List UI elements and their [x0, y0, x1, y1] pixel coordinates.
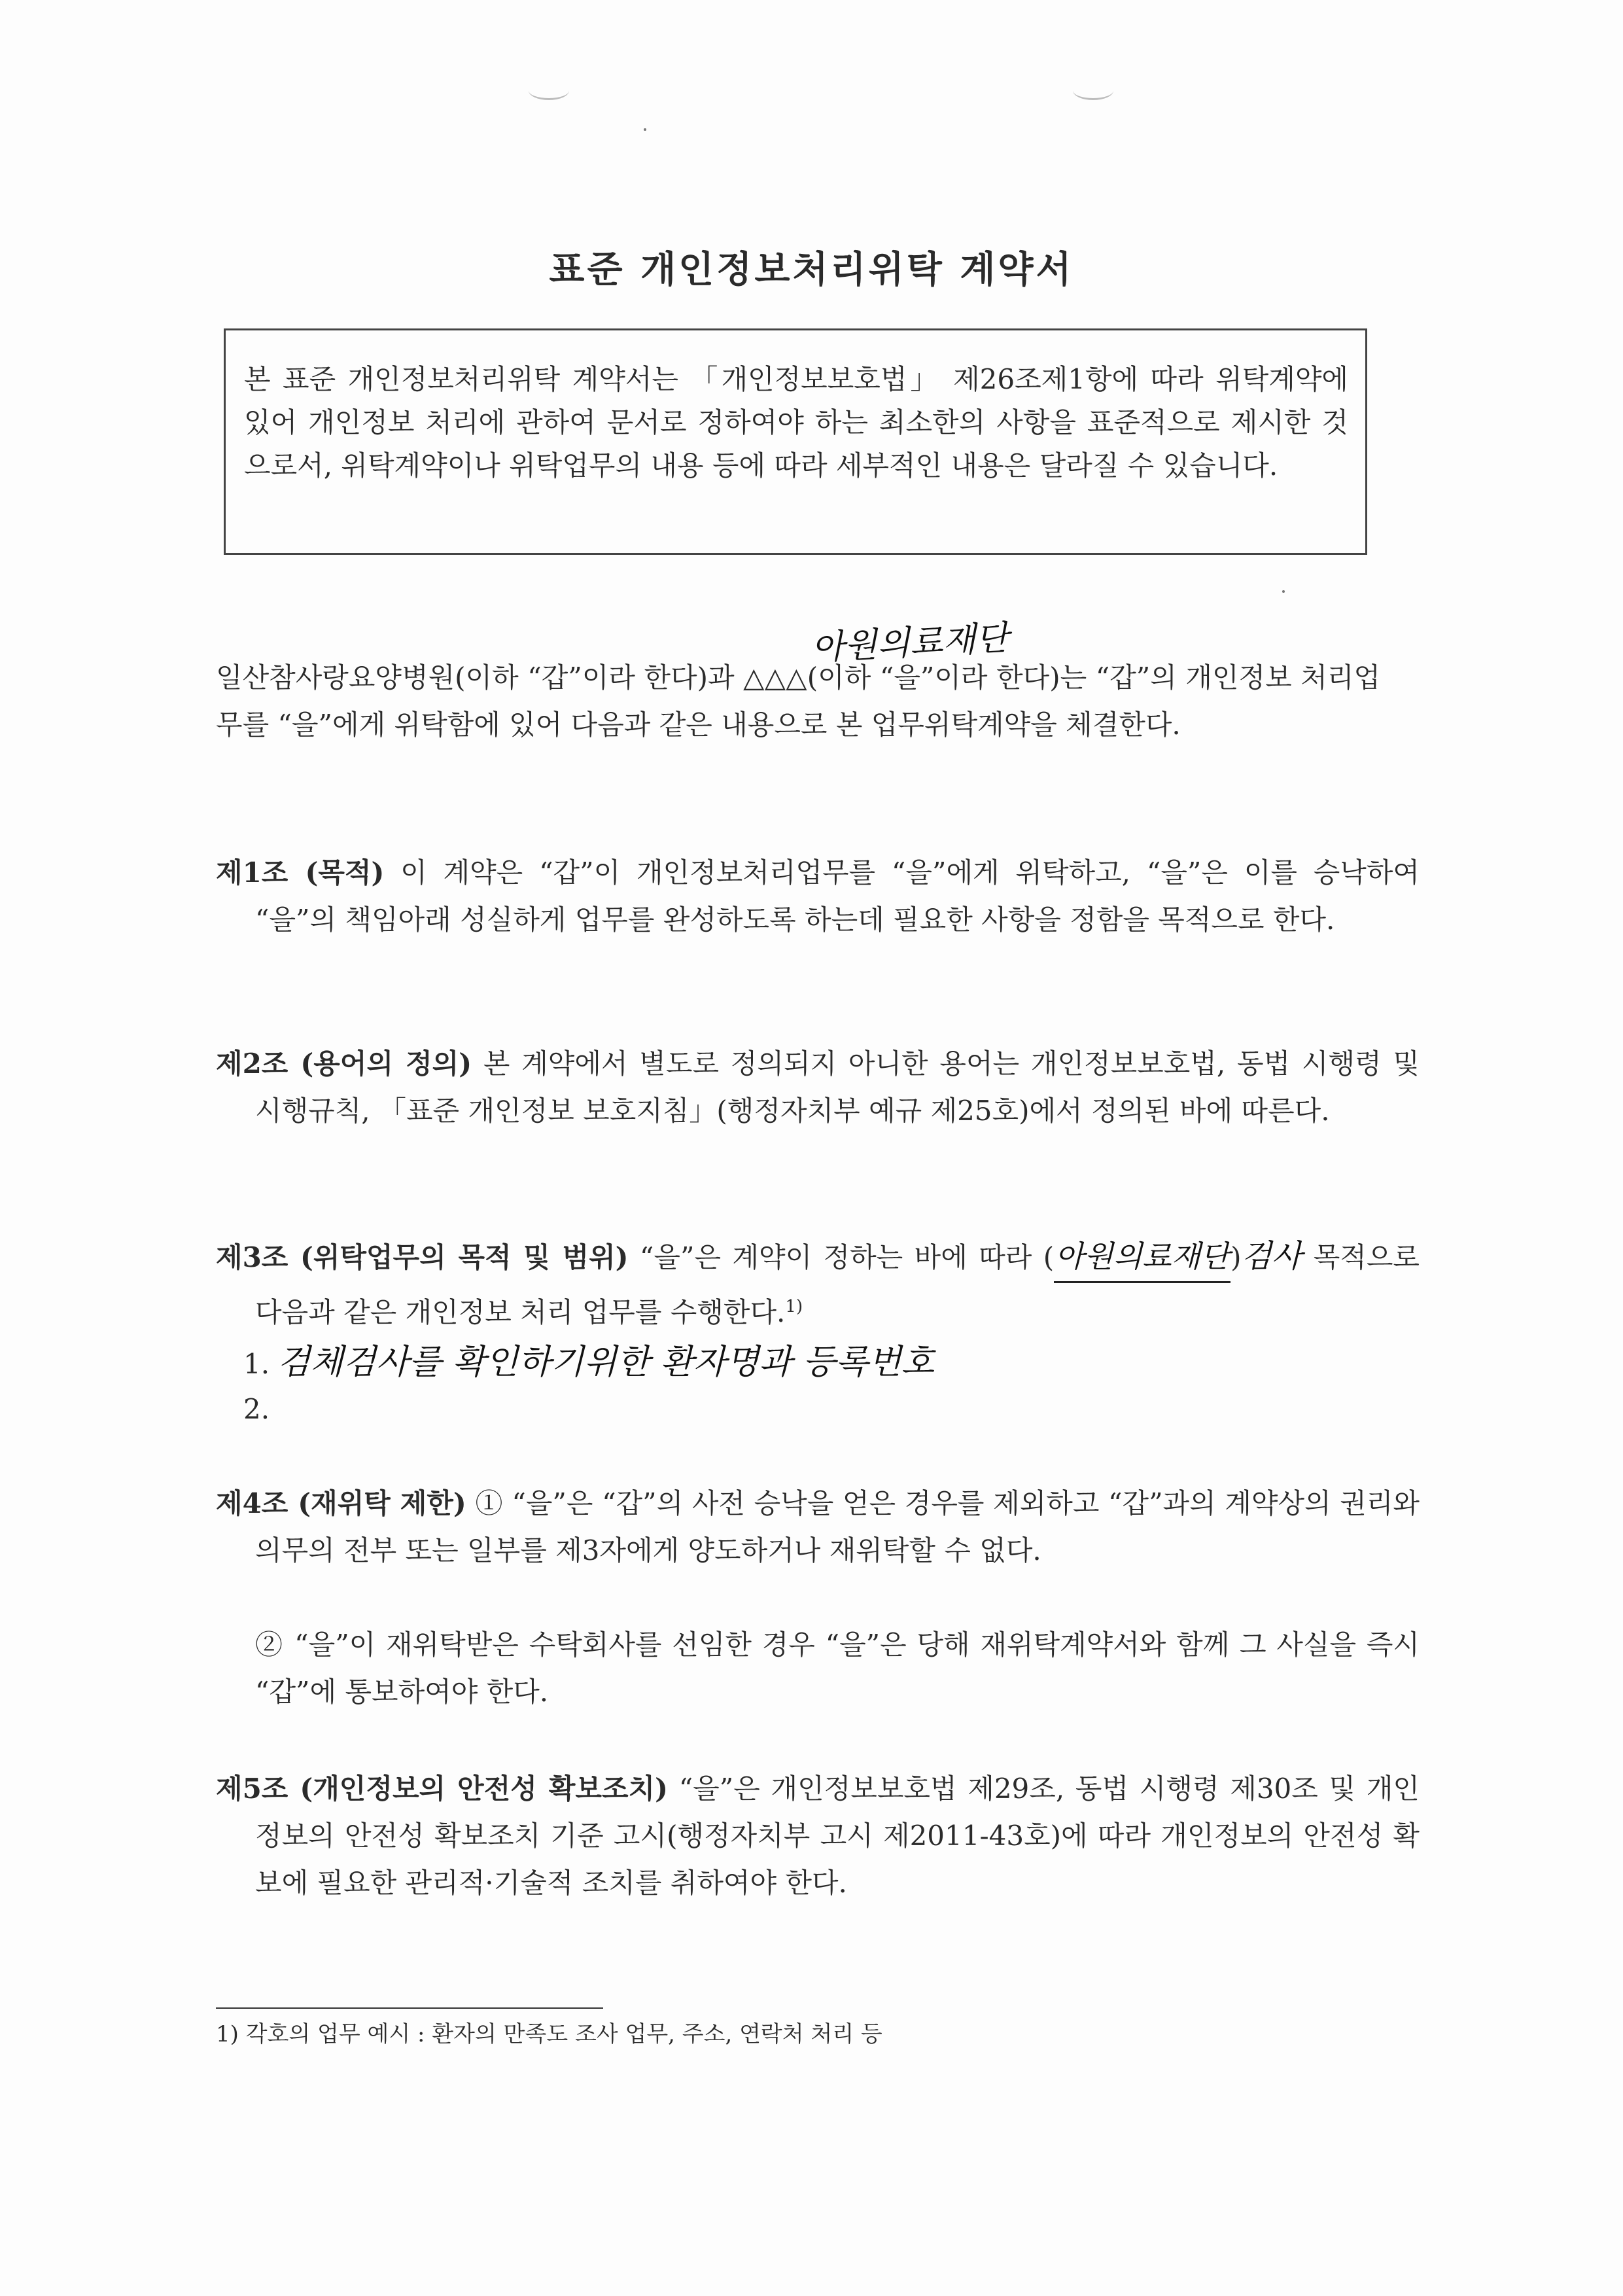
scan-speck	[1282, 590, 1285, 593]
scan-speck	[644, 128, 646, 131]
article-1-body: 이 계약은 “갑”이 개인정보처리업무를 “을”에게 위탁하고, “을”은 이를 승낙하여 “을”의 책임아래 성실하게 업무를 완성하도록 하는데 필요한 사항을 정함을 목적으로 한다.	[255, 857, 1420, 936]
article-5	[216, 1765, 1420, 1907]
article-5-body: “을”은 개인정보보호법 제29조, 동법 시행령 제30조 및 개인정보의 안전성 확보조치 기준 고시(행정자치부 고시 제2011-43호)에 따라 개인정보의 안전성 확보에 필요한 관리적·기술적 조치를 취하여야 한다.	[255, 1773, 1420, 1899]
notice-box	[224, 328, 1367, 555]
handwritten-word: 검사	[1241, 1238, 1302, 1275]
article-3-body-end: 목적으로 다음과 같은 개인정보 처리 업무를 수행한다.	[255, 1241, 1420, 1328]
article-1	[216, 849, 1420, 944]
article-3-item	[243, 1337, 934, 1389]
item-handwriting: 검체검사를 확인하기위한 환자명과 등록번호	[277, 1343, 934, 1382]
handwritten-annotation: 아원의료재단	[810, 618, 1010, 668]
article-4-body: ① “을”은 “갑”의 사전 승낙을 얻은 경우를 제외하고 “갑”과의 계약상의 권리와 의무의 전부 또는 일부를 제3자에게 양도하거나 재위탁할 수 없다.	[255, 1487, 1420, 1566]
footnote: 1) 각호의 업무 예시 : 환자의 만족도 조사 업무, 주소, 연락처 처리 등	[216, 2021, 882, 2047]
punch-hole-mark	[1073, 81, 1113, 100]
footnote-divider	[216, 2007, 603, 2009]
article-1-title: 제1조 (목적)	[216, 857, 385, 889]
article-3-title: 제3조 (위탁업무의 목적 및 범위)	[216, 1241, 629, 1273]
article-3-item	[243, 1385, 277, 1434]
article-2	[216, 1040, 1420, 1135]
footnote-ref: 1)	[785, 1297, 803, 1316]
document-title: 표준 개인정보처리위탁 계약서	[549, 248, 1074, 291]
punch-hole-mark	[529, 81, 569, 100]
handwritten-blank	[1054, 1233, 1230, 1283]
article-2-body: 본 계약에서 별도로 정의되지 아니한 용어는 개인정보보호법, 동법 시행령 및 시행규칙, 「표준 개인정보 보호지침」(행정자치부 예규 제25호)에서 정의된 바에 따른다.	[255, 1048, 1420, 1127]
article-3-close-paren: )	[1230, 1241, 1242, 1273]
article-4	[216, 1480, 1420, 1574]
intro-paragraph	[216, 654, 1380, 749]
article-4-body2: ② “을”이 재위탁받은 수탁회사를 선임한 경우 “을”은 당해 재위탁계약서와 함께 그 사실을 즉시 “갑”에 통보하여야 한다.	[255, 1629, 1420, 1708]
article-4-sub	[216, 1621, 1420, 1716]
article-2-title: 제2조 (용어의 정의)	[216, 1048, 472, 1080]
article-4-title: 제4조 (재위탁 제한)	[216, 1487, 466, 1519]
article-3	[216, 1233, 1420, 1336]
item-number: 2.	[243, 1393, 270, 1425]
notice-text: 본 표준 개인정보처리위탁 계약서는 「개인정보보호법」 제26조제1항에 따라 위탁계약에 있어 개인정보 처리에 관하여 문서로 정하여야 하는 최소한의 사항을 표준적으로 제시한 것으로서, 위탁계약이나 위탁업무의 내용 등에 따라 세부적인 내용은 달라질 수 있습니다.	[244, 363, 1348, 482]
article-5-title: 제5조 (개인정보의 안전성 확보조치)	[216, 1773, 668, 1805]
blank-handwriting: 아원의료재단	[1055, 1239, 1230, 1274]
item-number: 1.	[243, 1348, 270, 1380]
article-3-body: “을”은 계약이 정하는 바에 따라 (	[628, 1241, 1055, 1273]
intro-text: 일산참사랑요양병원(이하 “갑”이라 한다)과 △△△(이하 “을”이라 한다)는 “갑”의 개인정보 처리업무를 “을”에게 위탁함에 있어 다음과 같은 내용으로 본 업무위탁계약을 체결한다.	[216, 662, 1380, 741]
